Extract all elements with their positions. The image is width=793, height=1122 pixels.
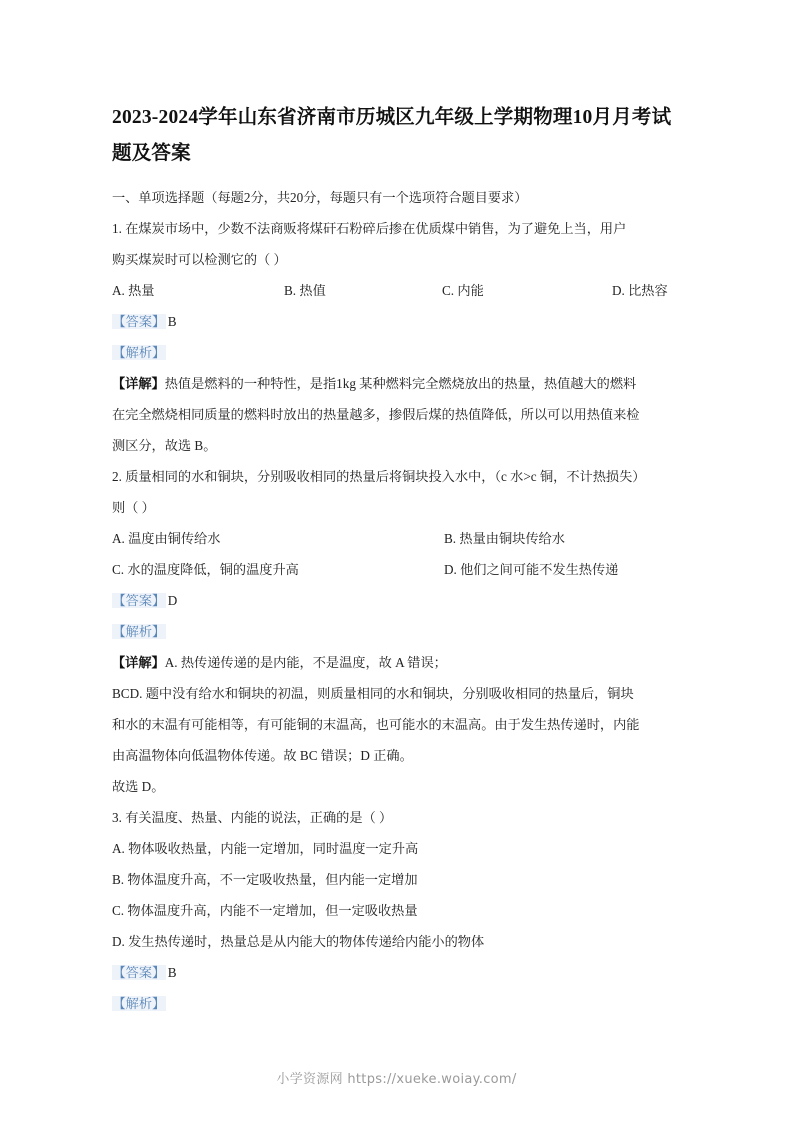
question-2-stem-line-1: 2. 质量相同的水和铜块，分别吸收相同的热量后将铜块投入水中，（c 水>c 铜，不计热损失） — [112, 469, 646, 484]
answer-marker: 【答案】 — [112, 593, 166, 608]
question-2-detail-line-1 — [112, 647, 684, 678]
question-2-detail-line-5: 故选 D。 — [112, 779, 165, 794]
question-3-option-c[interactable]: C. 物体温度升高，内能不一定增加，但一定吸收热量 — [112, 903, 418, 918]
question-1-detail-line-3: 测区分，故选 B。 — [112, 438, 217, 453]
question-2-options-row-2 — [112, 554, 684, 585]
question-1-answer-line — [112, 306, 684, 337]
question-1-detail-line-2: 在完全燃烧相同质量的燃料时放出的热量越多，掺假后煤的热值降低，所以可以用热值来检 — [112, 407, 640, 422]
analysis-marker: 【解析】 — [112, 624, 166, 639]
question-2-detail-line-3: 和水的末温有可能相等，有可能铜的末温高，也可能水的末温高。由于发生热传递时，内能 — [112, 717, 640, 732]
question-3-answer-line — [112, 957, 684, 988]
question-3-stem-line-1: 3. 有关温度、热量、内能的说法，正确的是（ ） — [112, 810, 393, 825]
question-2-answer-value: D — [167, 593, 178, 608]
analysis-marker: 【解析】 — [112, 345, 166, 360]
question-2-option-b[interactable]: B. 热量由铜块传给水 — [444, 531, 565, 546]
question-1-stem-line-2: 购买煤炭时可以检测它的（ ） — [112, 252, 287, 267]
question-3-option-b[interactable]: B. 物体温度升高，不一定吸收热量，但内能一定增加 — [112, 872, 418, 887]
question-1-options — [112, 275, 684, 306]
question-2-detail-line-2: BCD. 题中没有给水和铜块的初温，则质量相同的水和铜块，分别吸收相同的热量后，铜块 — [112, 686, 634, 701]
question-1-option-a[interactable]: A. 热量 — [112, 283, 155, 298]
question-1-answer-value: B — [167, 314, 177, 329]
question-2-option-c[interactable]: C. 水的温度降低，铜的温度升高 — [112, 562, 299, 577]
question-1-option-b[interactable]: B. 热值 — [284, 283, 326, 298]
question-1-analysis-line — [112, 337, 684, 368]
question-1-detail-text-1: 热值是燃料的一种特性，是指1kg 某种燃料完全燃烧放出的热量，热值越大的燃料 — [164, 376, 637, 391]
question-2-options-row-1 — [112, 523, 684, 554]
analysis-marker: 【解析】 — [112, 996, 166, 1011]
page-title: 2023-2024学年山东省济南市历城区九年级上学期物理10月月考试题及答案 — [112, 107, 672, 164]
question-1-option-c[interactable]: C. 内能 — [442, 283, 484, 298]
document-content — [112, 100, 684, 1019]
detail-marker: 【详解】 — [112, 376, 165, 391]
question-3-option-a[interactable]: A. 物体吸收热量，内能一定增加，同时温度一定升高 — [112, 841, 419, 856]
question-1-detail-line-1 — [112, 368, 684, 399]
question-2-option-d[interactable]: D. 他们之间可能不发生热传递 — [444, 562, 619, 577]
answer-marker: 【答案】 — [112, 965, 166, 980]
question-2-answer-line — [112, 585, 684, 616]
footer-watermark: 小学资源网 https://xueke.woiay.com/ — [276, 1072, 517, 1087]
question-2-stem-line-2: 则（ ） — [112, 500, 155, 515]
question-1-stem-line-1: 1. 在煤炭市场中，少数不法商贩将煤矸石粉碎后掺在优质煤中销售，为了避免上当，用户 — [112, 221, 627, 236]
question-1-option-d[interactable]: D. 比热容 — [612, 283, 668, 298]
detail-marker: 【详解】 — [112, 655, 165, 670]
question-2-analysis-line — [112, 616, 684, 647]
question-3-option-d[interactable]: D. 发生热传递时，热量总是从内能大的物体传递给内能小的物体 — [112, 934, 485, 949]
answer-marker: 【答案】 — [112, 314, 166, 329]
question-3-answer-value: B — [167, 965, 177, 980]
question-2-detail-line-4: 由高温物体向低温物体传递。故 BC 错误；D 正确。 — [112, 748, 413, 763]
question-2-detail-text-1: A. 热传递传递的是内能，不是温度，故 A 错误； — [164, 655, 447, 670]
question-3-analysis-line — [112, 988, 684, 1019]
question-2-option-a[interactable]: A. 温度由铜传给水 — [112, 531, 221, 546]
section-heading: 一、单项选择题（每题2分，共20分，每题只有一个选项符合题目要求） — [112, 190, 528, 205]
